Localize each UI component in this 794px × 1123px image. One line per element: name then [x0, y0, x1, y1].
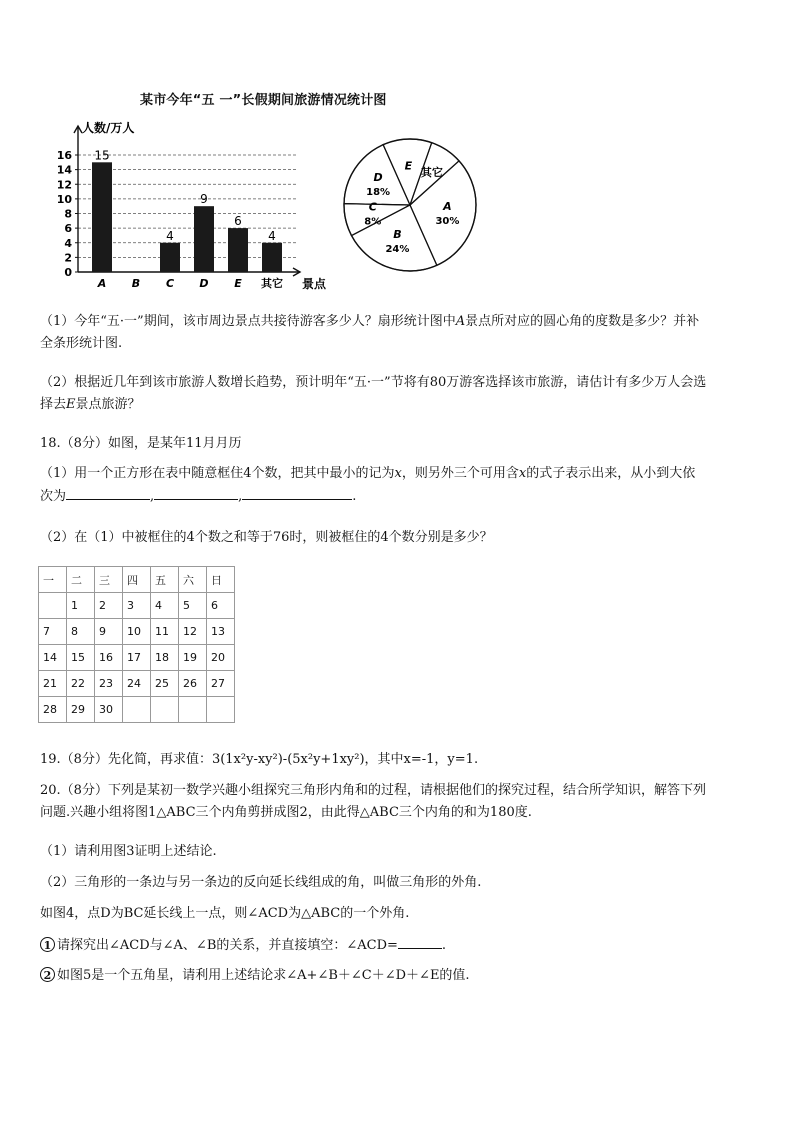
bar-data-label: 6 [234, 214, 242, 229]
pie-chart [340, 135, 480, 275]
bar-data-label: 4 [166, 228, 174, 243]
y-tick-label: 4 [64, 236, 72, 250]
bar [262, 243, 282, 272]
bar [92, 162, 112, 272]
bar [160, 243, 180, 272]
calendar-cell: 30 [95, 697, 123, 723]
calendar-cell: 六 [179, 567, 207, 593]
pie-slice-percent: 30% [435, 215, 460, 227]
x-tick-label: C [165, 277, 175, 290]
answer-blank-1[interactable] [66, 485, 150, 500]
calendar-cell: 14 [39, 645, 67, 671]
y-tick-label: 12 [56, 178, 72, 192]
calendar-row [39, 697, 235, 723]
calendar-cell: 12 [179, 619, 207, 645]
calendar-cell [207, 697, 235, 723]
y-tick-label: 6 [64, 222, 72, 236]
pie-slice-percent: 8% [364, 216, 382, 228]
calendar-row [39, 645, 235, 671]
pie-slice-label: B [393, 228, 402, 242]
calendar-cell: 27 [207, 671, 235, 697]
q20-heading: 20.（8分）下列是某初一数学兴趣小组探究三角形内角和的过程，请根据他们的探究过程，结合所学知识，解答下列 问题.兴趣小组将图1△ABC三个内角剪拼成图2，由此得△ABC三个内角的和为180度. [40, 783, 706, 820]
calendar-table [38, 566, 235, 723]
pie-slice-label: 其它 [420, 166, 443, 180]
x-tick-label: B [131, 277, 141, 290]
pie-slice-label: A [443, 199, 452, 213]
calendar-cell: 9 [95, 619, 123, 645]
q18-heading: 18.（8分）如图，是某年11月月历 [40, 436, 242, 451]
calendar-cell: 18 [151, 645, 179, 671]
calendar-cell: 三 [95, 567, 123, 593]
calendar-cell: 日 [207, 567, 235, 593]
calendar-cell: 29 [67, 697, 95, 723]
y-axis-label: 人数/万人 [82, 121, 135, 135]
x-axis-label: 景点 [302, 277, 327, 291]
bar [194, 206, 214, 272]
y-tick-label: 2 [64, 251, 72, 265]
q18-part2: （2）在（1）中被框住的4个数之和等于76时，则被框住的4个数分别是多少？ [40, 530, 493, 545]
q20-part3: 如图4，点D为BC延长线上一点，则∠ACD为△ABC的一个外角. [40, 906, 410, 921]
calendar-cell: 5 [179, 593, 207, 619]
calendar-row [39, 619, 235, 645]
figure-title: 某市今年“五 一”长假期间旅游情况统计图 [140, 93, 387, 108]
q20-part1: （1）请利用图3证明上述结论. [40, 844, 217, 859]
calendar-cell: 6 [207, 593, 235, 619]
pie-slice-label: E [404, 159, 413, 173]
q17-part2: （2）根据近几年到该市旅游人数增长趋势，预计明年“五·一”节将有80万游客选择该市旅游，请估计有多少万人会选 择去E景点旅游？ [40, 375, 707, 412]
x-tick-label: A [97, 277, 107, 290]
bar-data-label: 9 [200, 192, 208, 207]
bar-chart [40, 112, 340, 298]
calendar-row [39, 671, 235, 697]
calendar-cell: 21 [39, 671, 67, 697]
calendar-cell: 1 [67, 593, 95, 619]
calendar-cell: 22 [67, 671, 95, 697]
x-tick-label: E [234, 277, 242, 290]
q20-sub1: 1 请探究出∠ACD与∠A、∠B的关系，并直接填空：∠ACD= . [40, 934, 760, 957]
calendar-cell: 四 [123, 567, 151, 593]
calendar-row [39, 593, 235, 619]
circled-number-1: 1 [40, 937, 55, 952]
q19: 19.（8分）先化简，再求值：3(1x²y-xy²)-(5x²y+1xy²)，其中x=-1，y=1. [40, 752, 479, 767]
calendar-cell: 25 [151, 671, 179, 697]
q17-part1: （1）今年“五·一”期间，该市周边景点共接待游客多少人？扇形统计图中A景点所对应的圆心角的度数是多少？并补 全条形统计图. [40, 314, 700, 351]
pie-slice-label: D [373, 170, 383, 184]
calendar-cell: 26 [179, 671, 207, 697]
calendar-cell: 24 [123, 671, 151, 697]
calendar-cell: 10 [123, 619, 151, 645]
calendar-cell: 7 [39, 619, 67, 645]
calendar-cell: 15 [67, 645, 95, 671]
calendar-cell: 二 [67, 567, 95, 593]
calendar-cell: 8 [67, 619, 95, 645]
q20-part2: （2）三角形的一条边与另一条边的反向延长线组成的角，叫做三角形的外角. [40, 875, 482, 890]
calendar-cell: 4 [151, 593, 179, 619]
x-tick-label: 其它 [261, 277, 283, 290]
calendar-cell: 11 [151, 619, 179, 645]
calendar-cell: 五 [151, 567, 179, 593]
pie-slice-percent: 18% [366, 186, 391, 198]
calendar-cell: 3 [123, 593, 151, 619]
bar [228, 228, 248, 272]
q18-part1: （1）用一个正方形在表中随意框住4个数，把其中最小的记为x，则另外三个可用含x的式子表示出来，从小到大依 次为 , , . [40, 466, 696, 504]
pie-slice-label: C [368, 200, 377, 214]
answer-blank-3[interactable] [242, 485, 352, 500]
answer-blank-2[interactable] [154, 485, 238, 500]
calendar-cell: 17 [123, 645, 151, 671]
calendar-cell: 20 [207, 645, 235, 671]
calendar-cell [151, 697, 179, 723]
y-tick-label: 14 [56, 163, 72, 177]
circled-number-2: 2 [40, 967, 55, 982]
calendar-cell [39, 593, 67, 619]
answer-blank-acd[interactable] [398, 934, 442, 949]
calendar-cell: 一 [39, 567, 67, 593]
calendar-cell: 13 [207, 619, 235, 645]
q20-sub2: 2 如图5是一个五角星，请利用上述结论求∠A+∠B＋∠C＋∠D＋∠E的值. [40, 965, 760, 987]
x-tick-label: D [199, 277, 209, 290]
calendar-cell: 19 [179, 645, 207, 671]
calendar-cell: 16 [95, 645, 123, 671]
calendar-cell [123, 697, 151, 723]
calendar-cell: 23 [95, 671, 123, 697]
y-tick-label: 8 [64, 207, 72, 221]
calendar-cell: 2 [95, 593, 123, 619]
pie-slice-percent: 24% [385, 244, 410, 256]
bar-data-label: 15 [94, 148, 110, 163]
calendar-header-row [39, 567, 235, 593]
y-tick-label: 0 [64, 266, 72, 279]
calendar-cell [179, 697, 207, 723]
y-tick-label: 10 [56, 192, 72, 206]
y-tick-label: 16 [56, 149, 72, 162]
calendar-cell: 28 [39, 697, 67, 723]
bar-data-label: 4 [268, 228, 276, 243]
